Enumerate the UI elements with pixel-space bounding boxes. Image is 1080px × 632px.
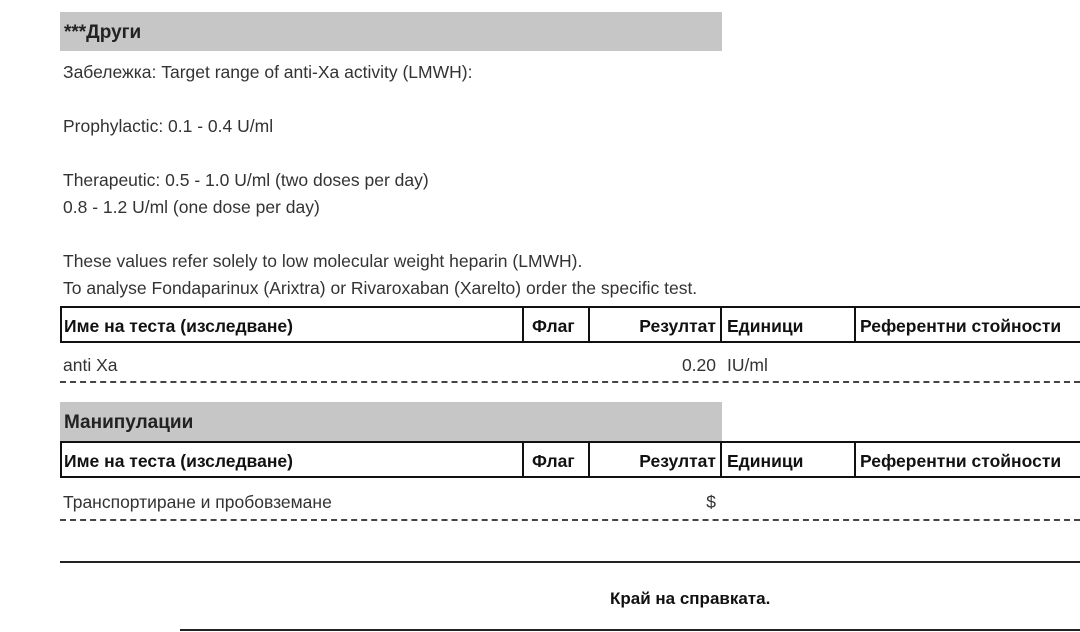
note-line: Prophylactic: 0.1 - 0.4 U/ml xyxy=(63,116,274,136)
test-name: anti Xa xyxy=(63,355,118,375)
note-line: Забележка: Target range of anti-Xa activity (LMWH): xyxy=(63,62,473,82)
end-of-report-text: Край на справката. xyxy=(610,589,771,608)
bottom-divider xyxy=(180,629,1080,631)
section-header-manipulations: Манипулации xyxy=(60,402,722,441)
column-header-reference: Референтни стойности xyxy=(860,316,1062,336)
column-header-units: Единици xyxy=(727,316,804,336)
test-name: Транспортиране и пробовземане xyxy=(63,492,332,512)
units-value: IU/ml xyxy=(727,355,768,375)
note-line: These values refer solely to low molecular weight heparin (LMWH). xyxy=(63,251,583,271)
table-header-row xyxy=(60,441,1080,478)
result-value: 0.20 xyxy=(681,355,716,375)
note-line: To analyse Fondaparinux (Arixtra) or Rivaroxaban (Xarelto) order the specific test. xyxy=(63,278,698,298)
column-header-flag: Флаг xyxy=(532,316,575,336)
column-header-result: Резултат xyxy=(639,316,716,336)
footer-divider xyxy=(60,561,1080,563)
column-header-result: Резултат xyxy=(639,451,716,471)
column-header-test: Име на теста (изследване) xyxy=(64,451,293,471)
table-header-row xyxy=(60,306,1080,343)
note-line: Therapeutic: 0.5 - 1.0 U/ml (two doses per day) xyxy=(63,170,429,190)
row-divider xyxy=(60,381,1080,383)
column-header-units: Единици xyxy=(727,451,804,471)
result-value: $ xyxy=(706,492,716,512)
note-line: 0.8 - 1.2 U/ml (one dose per day) xyxy=(63,197,320,217)
column-header-flag: Флаг xyxy=(532,451,575,471)
column-header-reference: Референтни стойности xyxy=(860,451,1062,471)
column-header-test: Име на теста (изследване) xyxy=(64,316,293,336)
section-header-other: ***Други xyxy=(60,12,722,51)
row-divider xyxy=(60,519,1080,521)
